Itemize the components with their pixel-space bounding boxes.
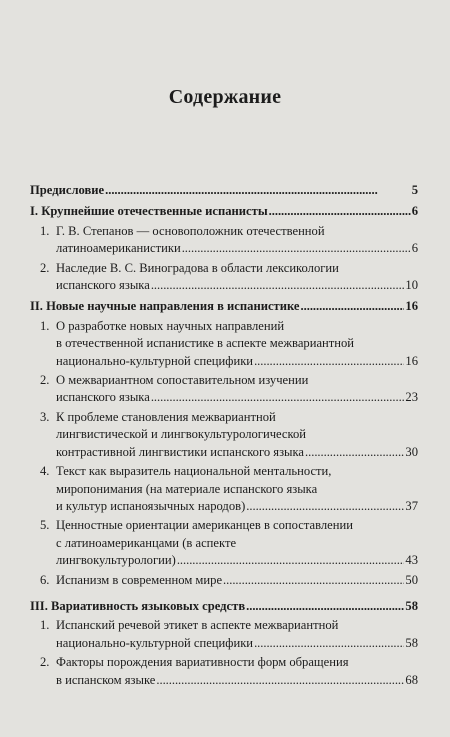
toc-entry-section-1 bbox=[30, 203, 418, 220]
toc-entry-line: латиноамериканистики bbox=[56, 241, 181, 256]
toc-page-number: 37 bbox=[405, 498, 418, 513]
toc-entry-section-2 bbox=[30, 298, 418, 315]
toc-entry-line: Ценностные ориентации американцев в сопоставлении bbox=[56, 518, 353, 533]
dot-leader bbox=[223, 572, 404, 589]
toc-page-number: 58 bbox=[405, 598, 418, 613]
toc-entry-line: Испанизм в современном мире bbox=[56, 572, 223, 587]
toc-entry-number: 2. bbox=[40, 373, 50, 388]
toc-entry-title: I. Крупнейшие отечественные испанисты bbox=[30, 204, 268, 219]
toc-page-number: 16 bbox=[405, 353, 418, 368]
toc-entry-line: и культур испаноязычных народов) bbox=[56, 498, 246, 513]
toc-entry-2-3 bbox=[30, 409, 418, 461]
toc-entry-number: 4. bbox=[40, 464, 50, 479]
toc-entry-number: 2. bbox=[40, 655, 50, 670]
table-of-contents bbox=[30, 182, 418, 689]
dot-leader bbox=[246, 498, 404, 515]
toc-entry-preface bbox=[30, 182, 418, 199]
toc-entry-2-6 bbox=[30, 572, 418, 589]
dot-leader bbox=[254, 353, 404, 370]
toc-entry-2-1 bbox=[30, 318, 418, 370]
toc-entry-3-1 bbox=[30, 617, 418, 652]
dot-leader bbox=[105, 182, 411, 199]
toc-entry-line: национально-культурной специфики bbox=[56, 635, 254, 650]
toc-entry-line: Испанский речевой этикет в аспекте межвариантной bbox=[56, 618, 339, 633]
toc-entry-line: в испанском языке bbox=[56, 672, 156, 687]
dot-leader bbox=[177, 552, 405, 569]
toc-entry-line: с латиноамериканцами (в аспекте bbox=[56, 535, 237, 550]
toc-entry-number: 5. bbox=[40, 518, 50, 533]
dot-leader bbox=[305, 444, 404, 461]
toc-page-number: 50 bbox=[405, 572, 418, 587]
toc-entry-2-2 bbox=[30, 372, 418, 407]
toc-entry-line: в отечественной испанистике в аспекте межвариантной bbox=[56, 336, 355, 351]
dot-leader bbox=[254, 635, 404, 652]
dot-leader bbox=[151, 389, 405, 406]
toc-page-number: 23 bbox=[405, 390, 418, 405]
toc-page-number: 30 bbox=[405, 444, 418, 459]
toc-entry-number: 3. bbox=[40, 409, 50, 424]
toc-page-number: 5 bbox=[411, 183, 418, 197]
toc-entry-line: миропонимания (на материале испанского языка bbox=[56, 481, 318, 496]
toc-entry-number: 1. bbox=[40, 223, 50, 238]
toc-page-number: 10 bbox=[405, 278, 418, 293]
toc-page-number: 16 bbox=[405, 299, 418, 314]
toc-entry-3-2 bbox=[30, 654, 418, 689]
dot-leader bbox=[269, 203, 411, 220]
toc-entry-line: О межвариантном сопоставительном изучении bbox=[56, 373, 309, 388]
toc-entry-line: Г. В. Степанов — основоположник отечественной bbox=[56, 223, 325, 238]
toc-entry-line: Текст как выразитель национальной ментальности, bbox=[56, 464, 332, 479]
toc-entry-1-2 bbox=[30, 260, 418, 295]
toc-entry-section-3 bbox=[30, 598, 418, 615]
toc-page-number: 43 bbox=[405, 553, 418, 568]
toc-entry-line: лингвокультурологии) bbox=[56, 553, 176, 568]
toc-entry-line: лингвистической и лингвокультурологической bbox=[56, 427, 307, 442]
toc-entry-1-1 bbox=[30, 223, 418, 258]
toc-entry-line: Наследие В. С. Виноградова в области лексикологии bbox=[56, 260, 339, 275]
dot-leader bbox=[301, 298, 405, 315]
toc-entry-2-5 bbox=[30, 517, 418, 569]
toc-entry-number: 6. bbox=[40, 572, 50, 587]
toc-entry-2-4 bbox=[30, 463, 418, 515]
toc-entry-line: испанского языка bbox=[56, 278, 150, 293]
toc-page-number: 68 bbox=[405, 672, 418, 687]
toc-entry-line: О разработке новых научных направлений bbox=[56, 318, 285, 333]
toc-entry-line: К проблеме становления межвариантной bbox=[56, 409, 276, 424]
toc-entry-number: 2. bbox=[40, 260, 50, 275]
toc-entry-line: Факторы порождения вариативности форм обращения bbox=[56, 655, 349, 670]
dot-leader bbox=[156, 672, 404, 689]
dot-leader bbox=[151, 277, 405, 294]
toc-entry-line: испанского языка bbox=[56, 390, 150, 405]
toc-page-number: 6 bbox=[411, 241, 418, 256]
dot-leader bbox=[246, 598, 404, 615]
toc-entry-number: 1. bbox=[40, 318, 50, 333]
toc-entry-title: III. Вариативность языковых средств bbox=[30, 598, 246, 613]
toc-entry-line: национально-культурной специфики bbox=[56, 353, 254, 368]
page-title: Содержание bbox=[168, 86, 282, 108]
toc-entry-title: Предисловие bbox=[30, 183, 105, 197]
toc-entry-title: II. Новые научные направления в испанистике bbox=[30, 299, 300, 314]
dot-leader bbox=[182, 240, 411, 257]
toc-page-number: 58 bbox=[405, 635, 418, 650]
toc-page-number: 6 bbox=[411, 204, 418, 219]
toc-entry-line: контрастивной лингвистики испанского языка bbox=[56, 444, 305, 459]
toc-entry-number: 1. bbox=[40, 618, 50, 633]
